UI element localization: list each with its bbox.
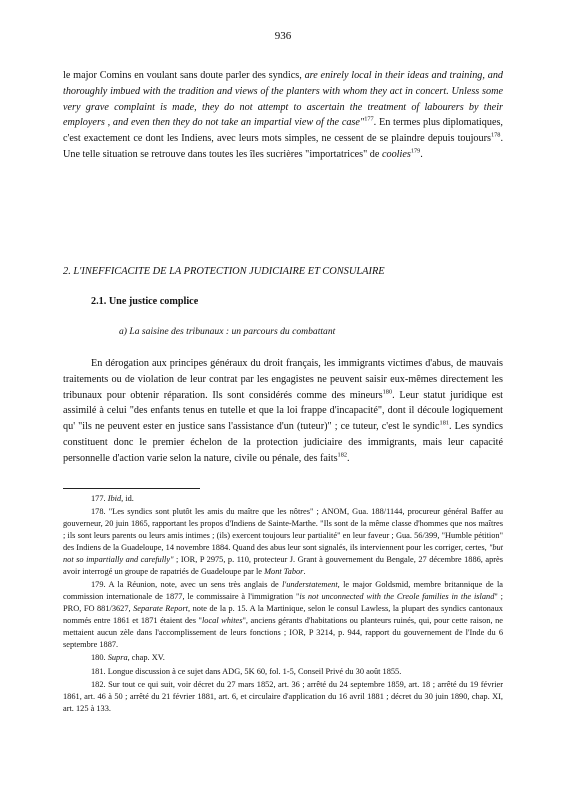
text-run: Ibid: [107, 494, 122, 503]
text-run: Separate Report: [133, 604, 189, 614]
text-run: ; IOR, P 2975, p. 110, protecteur J. Grant à gouvernement du Bengale, 27 décembre 1886, après avoir interrogé un groupe de rapatriés de Guadeloupe par le: [63, 555, 504, 576]
text-run: local whites: [201, 616, 243, 626]
text-run: 179. A la Réunion, note, avec un sens très anglais de: [91, 580, 283, 590]
text-run: .: [347, 452, 350, 464]
footnote-ref: 182: [337, 451, 347, 459]
sub-sub-heading: a) La saisine des tribunaux : un parcours du combattant: [119, 326, 336, 337]
text-run: , id.: [121, 494, 134, 503]
text-run: , chap. XV.: [127, 653, 165, 663]
text-run: are enirely local in their ideas and training, and thoroughly imbued with the tradition and views of the planters with whom they act in concert. Unless some very grave complaint is made, they do not attempt to ascertain the treatment of labourers by their employers , and even then they do not take an impartial view of the case": [63, 70, 504, 129]
footnote-181: [63, 666, 503, 678]
text-run: .: [420, 148, 423, 160]
text-run: is not unconnected with the Creole families in the island: [299, 592, 495, 602]
paragraph-2: [63, 356, 503, 467]
text-run: coolies: [381, 148, 411, 160]
text-run: " ; PRO, FO 881/3627,: [63, 592, 503, 614]
text-run: ", anciens gérants d'habitations ou planteurs ruinés, qui, pour cette raison, ne mettaient aucun zèle dans l'accomplissement de leurs fonctions ; IOR, P 3214, p. 944, rapport du gouvernement de l'Inde du 6 septembre 1887.: [63, 616, 503, 649]
text-run: . En termes plus diplomatiques, c'est exactement ce dont les Indiens, avec leurs mots simples, ne cessent de se plaindre depuis toujours: [63, 117, 503, 145]
section-heading: 2. L'INEFFICACITE DE LA PROTECTION JUDICIAIRE ET CONSULAIRE: [63, 266, 385, 277]
footnote-ref: 179: [410, 147, 421, 155]
text-run: 181. Longue discussion à ce sujet dans ADG, 5K 60, fol. 1-5, Conseil Privé du 30 août 1855.: [91, 666, 402, 676]
text-run: le major Comins en voulant sans doute parler des syndics,: [63, 70, 305, 81]
text-run: 182. Sur tout ce qui suit, voir décret du 27 mars 1852, art. 36 ; arrêté du 24 septembre 1859, art. 18 ; arrêté du 19 février 1861, art. 46 à 50 ; arrêté du 21 février 1881, art. 6, et circulaire d'application du 16 avril 1881 ; décret du 30 juin 1890, chap. XI, art. 125 à 133.: [63, 680, 503, 713]
text-run: En dérogation aux principes généraux du droit français, les immigrants victimes d'abus, de mauvais traitements ou de violation de leur contrat par les engagistes ne peuvent saisir eux-mêmes directement les tribunaux pour obtenir réparation. Ils sont considérés comme des mineurs: [63, 358, 503, 401]
footnote-ref: 181: [439, 419, 450, 427]
text-run: , note de la p. 15. A la Martinique, selon le consul Lawless, la plupart des syndics cantonaux nommés entre 1861 et 1871 étaient des ": [63, 604, 503, 626]
page-number: 936: [274, 30, 292, 42]
text-run: Supra: [107, 653, 128, 663]
footnote-ref: 180: [382, 388, 393, 396]
text-run: "but not so impartially and carefully": [63, 543, 503, 565]
text-run: , le major Goldsmid, membre britannique de la commission internationale de 1877, le commissaire à l'immigration ": [63, 580, 503, 602]
footnote-182: [63, 679, 503, 715]
text-run: 180.: [91, 653, 108, 663]
footnote-180: [63, 652, 503, 664]
footnote-177: [63, 493, 503, 505]
footnote-179: [63, 579, 503, 650]
text-run: 178. "Les syndics sont plutôt les amis du maître que les nôtres" ; ANOM, Gua. 188/1144, procureur général Baffer au gouverneur, 20 juin 1865, rapportant les propos d'Indiens de Sainte-Marthe. "Ils sont de la même classe d'hommes que nos maîtres ; ils sont leurs parents ou leurs amis intimes ; (ils) exercent toujours leur partialité" en leur faveur ; Gua. 56/399, "Humble pétition" des Indiens de la Guadeloupe, 14 novembre 1884. Quand des abus leur sont signalés, ils interviennent pour les corriger, certes,: [63, 507, 503, 553]
footnote-separator: [63, 488, 200, 489]
footnote-ref: 178: [490, 131, 501, 139]
footnote-178: [63, 506, 503, 577]
footnotes: [63, 493, 503, 716]
paragraph-1: [63, 68, 503, 163]
sub-heading: 2.1. Une justice complice: [91, 296, 199, 307]
text-run: 177.: [91, 494, 108, 503]
text-run: .: [303, 566, 306, 576]
text-run: l'understatement: [282, 580, 338, 590]
text-run: . Les syndics constituent donc le premier échelon de la protection judiciaire des immigrants, mais leur capacité personnelle d'action varie selon la nature, civile ou pénale, des faits: [63, 421, 503, 464]
text-run: Mont Tabor: [264, 566, 304, 576]
text-run: . Leur statut juridique est assimilé à celui "des enfants tenus en tutelle et que la loi frappe d'incapacité", dont il découle logiquement qu' "ils ne peuvent ester en justice sans l'assistance d'un (tuteur)" ; ce tuteur, c'est le syndic: [63, 389, 503, 433]
text-run: . Une telle situation se retrouve dans toutes les îles sucrières "importatrices" de: [63, 133, 503, 160]
footnote-ref: 177: [364, 116, 374, 123]
